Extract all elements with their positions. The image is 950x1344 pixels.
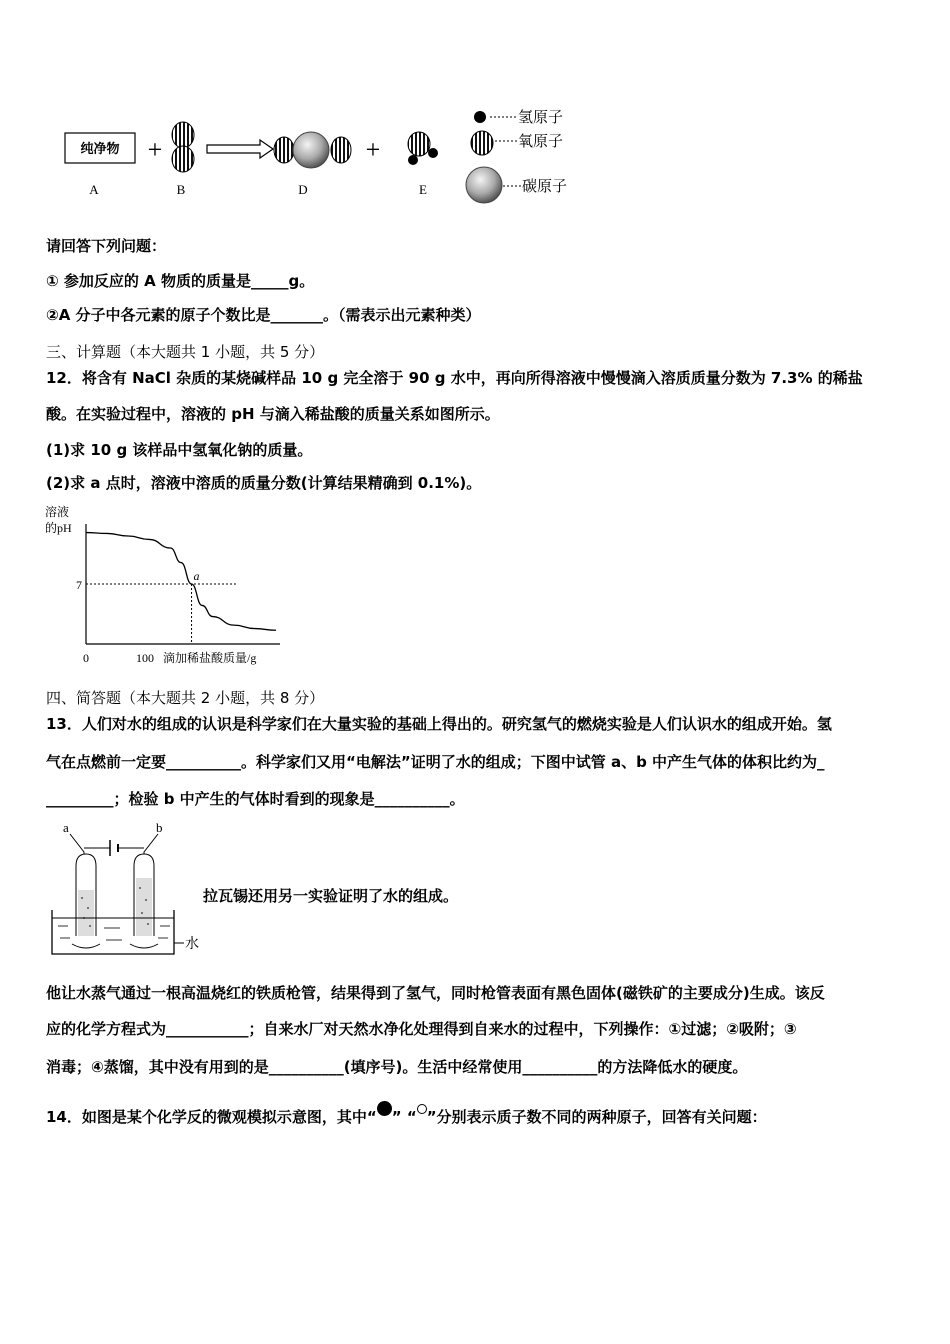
section-4-heading: 四、简答题（本大题共 2 小题，共 8 分） xyxy=(46,689,325,707)
oxygen-atom xyxy=(172,122,194,148)
plus-sign-1: + xyxy=(147,135,163,164)
water-trough xyxy=(52,910,174,954)
label-d: D xyxy=(298,182,308,197)
y-axis-label-line-2: 的pH xyxy=(45,521,72,535)
ph-chart xyxy=(40,502,300,672)
hydrogen-atom-legend xyxy=(474,111,486,123)
question-14-mid: ” “ xyxy=(391,1108,417,1126)
ph-curve xyxy=(86,533,276,631)
legend-hydrogen: 氢原子 xyxy=(518,110,564,126)
y-axis-label-line-1: 溶液 xyxy=(45,505,70,519)
question-2: ②A 分子中各元素的原子个数比是_______。（需表示出元素种类） xyxy=(46,306,481,324)
pure-substance-label: 纯净物 xyxy=(80,141,120,156)
question-intro: 请回答下列问题： xyxy=(46,237,167,255)
section-3-heading: 三、计算题（本大题共 1 小题，共 5 分） xyxy=(46,343,325,361)
hydrogen-atom xyxy=(408,155,418,165)
legend-oxygen: 氧原子 xyxy=(518,134,564,150)
electrolysis-svg xyxy=(48,818,208,960)
oxygen-atom xyxy=(172,146,194,172)
question-12-line-2: 酸。在实验过程中，溶液的 pH 与滴入稀盐酸的质量关系如图所示。 xyxy=(46,405,500,423)
legend-carbon: 碳原子 xyxy=(522,179,568,195)
question-12-part-2: (2)求 a 点时，溶液中溶质的质量分数(计算结果精确到 0.1%)。 xyxy=(46,474,482,492)
label-a: A xyxy=(89,182,99,197)
question-13-line-3: _________；检验 b 中产生的气体时看到的现象是__________。 xyxy=(46,790,465,808)
water-label: 水 xyxy=(185,937,199,952)
label-b: B xyxy=(176,182,186,197)
point-a-label: a xyxy=(193,569,200,583)
question-14 xyxy=(46,1101,767,1127)
question-13-line-6: 消毒；④蒸馏，其中没有用到的是__________(填序号)。生活中经常使用__________的方法降低水的硬度。 xyxy=(46,1058,748,1076)
reaction-diagram xyxy=(55,95,595,210)
question-13-line-4: 他让水蒸气通过一根高温烧红的铁质枪管，结果得到了氢气，同时枪管表面有黑色固体(磁铁矿的主要成分)生成。该反 xyxy=(46,984,825,1002)
question-13-line-2: 气在点燃前一定要__________。科学家们又用“电解法”证明了水的组成；下图中试管 a、b 中产生气体的体积比约为_ xyxy=(46,753,825,771)
label-tube-a: a xyxy=(63,820,69,835)
reaction-arrow xyxy=(207,140,273,158)
question-13-line-5: 应的化学方程式为___________；自来水厂对天然水净化处理得到自来水的过程中，下列操作：①过滤；②吸附；③ xyxy=(46,1020,797,1038)
label-e: E xyxy=(419,182,427,197)
carbon-atom xyxy=(293,132,329,168)
question-13-line-1: 13．人们对水的组成的认识是科学家们在大量实验的基础上得出的。研究氢气的燃烧实验是人们认识水的组成开始。氢 xyxy=(46,715,832,733)
hydrogen-atom xyxy=(428,148,438,158)
x-axis-label: 滴加稀盐酸质量/g xyxy=(163,651,257,665)
question-14-prefix: 14．如图是某个化学反的微观模拟示意图，其中“ xyxy=(46,1108,377,1126)
x-tick-0: 0 xyxy=(83,651,89,665)
black-atom-icon xyxy=(377,1101,392,1116)
ph-chart-svg xyxy=(40,502,300,672)
reaction-diagram-svg xyxy=(55,95,595,210)
oxygen-atom xyxy=(408,132,430,156)
question-12-part-1: (1)求 10 g 该样品中氢氧化钠的质量。 xyxy=(46,441,313,459)
oxygen-atom xyxy=(274,137,294,163)
question-1: ① 参加反应的 A 物质的质量是_____g。 xyxy=(46,272,315,290)
lavoisier-text: 拉瓦锡还用另一实验证明了水的组成。 xyxy=(203,887,459,905)
label-tube-b: b xyxy=(156,820,163,835)
carbon-atom-legend xyxy=(466,167,502,203)
electrolysis-apparatus xyxy=(48,818,208,960)
oxygen-atom-legend xyxy=(471,131,493,155)
question-14-suffix: ”分别表示质子数不同的两种原子，回答有关问题： xyxy=(426,1108,767,1126)
white-atom-icon xyxy=(417,1104,427,1114)
plus-sign-2: + xyxy=(365,135,381,164)
oxygen-atom xyxy=(331,137,351,163)
x-tick-100: 100 xyxy=(136,651,154,665)
y-tick-7: 7 xyxy=(76,578,82,592)
question-12-line-1: 12．将含有 NaCl 杂质的某烧碱样品 10 g 完全溶于 90 g 水中，再向所得溶液中慢慢滴入溶质质量分数为 7.3% 的稀盐 xyxy=(46,369,863,387)
